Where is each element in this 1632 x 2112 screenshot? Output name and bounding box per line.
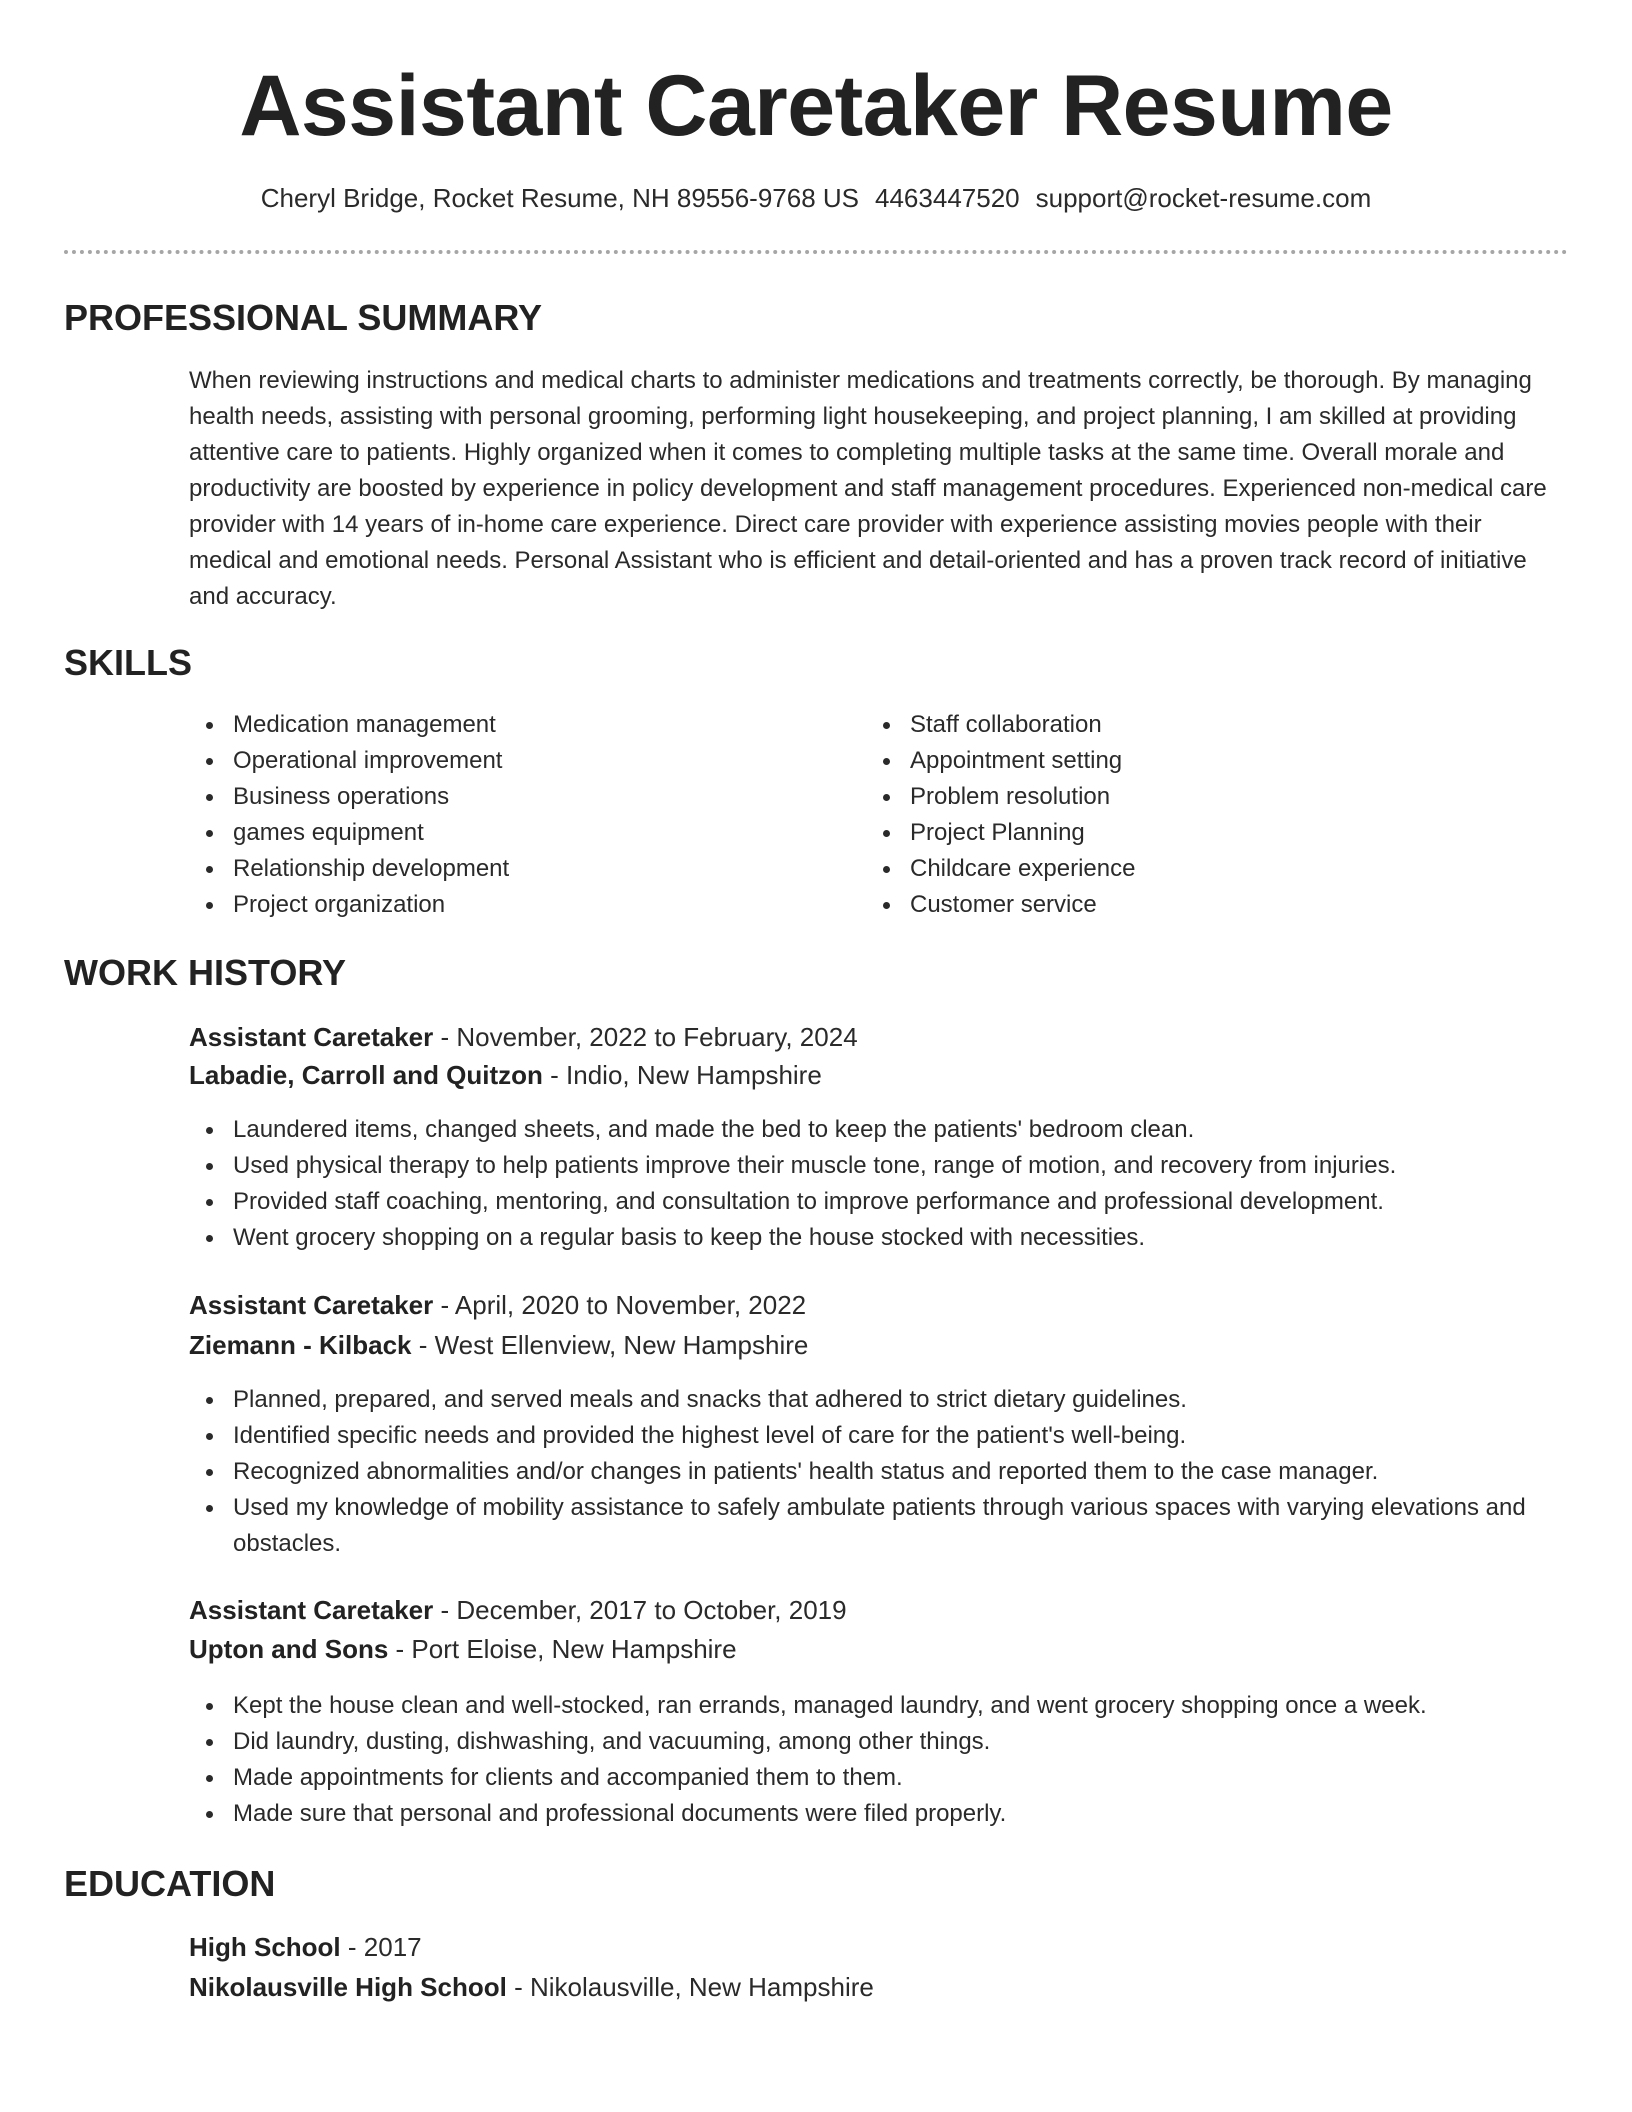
job-location: - Port Eloise, New Hampshire — [388, 1634, 737, 1664]
job-bullet: Laundered items, changed sheets, and made the bed to keep the patients' bedroom clean. — [189, 1112, 1569, 1148]
job-bullet: Used physical therapy to help patients improve their muscle tone, range of motion, and recovery from injuries. — [189, 1148, 1569, 1184]
job-bullet: Made sure that personal and professional documents were filed properly. — [189, 1796, 1569, 1832]
skill-item: games equipment — [189, 815, 829, 851]
skills-column-left — [189, 707, 829, 923]
skill-item: Business operations — [189, 779, 829, 815]
skill-item: Operational improvement — [189, 743, 829, 779]
job-title-line — [189, 1287, 1569, 1323]
job-location: - West Ellenview, New Hampshire — [411, 1330, 809, 1360]
job-bullet: Used my knowledge of mobility assistance to safely ambulate patients through various spaces with varying elevations and obstacles. — [189, 1490, 1569, 1562]
job-bullet: Recognized abnormalities and/or changes in patients' health status and reported them to the case manager. — [189, 1454, 1569, 1490]
job-bullet: Did laundry, dusting, dishwashing, and vacuuming, among other things. — [189, 1724, 1569, 1760]
contact-address: Cheryl Bridge, Rocket Resume, NH 89556-9768 US — [260, 183, 860, 213]
skills-heading: SKILLS — [64, 642, 193, 683]
summary-heading: PROFESSIONAL SUMMARY — [64, 297, 543, 338]
education-school-line — [189, 1969, 1569, 2005]
job-bullet: Made appointments for clients and accompanied them to them. — [189, 1760, 1569, 1796]
contact-email: support@rocket-resume.com — [1035, 183, 1372, 213]
job-title-line — [189, 1592, 1569, 1628]
skill-item: Medication management — [189, 707, 829, 743]
skill-item: Project Planning — [866, 815, 1506, 851]
skill-item: Childcare experience — [866, 851, 1506, 887]
job-bullets — [189, 1112, 1569, 1256]
job-title: Assistant Caretaker — [189, 1595, 434, 1625]
job-title: Assistant Caretaker — [189, 1290, 434, 1320]
job-bullet: Kept the house clean and well-stocked, ran errands, managed laundry, and went grocery shopping once a week. — [189, 1688, 1569, 1724]
job-company-line — [189, 1057, 1569, 1093]
job-company: Upton and Sons — [189, 1634, 389, 1664]
education-location: - Nikolausville, New Hampshire — [506, 1972, 874, 2002]
job-bullet: Identified specific needs and provided the highest level of care for the patient's well-being. — [189, 1418, 1569, 1454]
resume-title: Assistant Caretaker Resume — [239, 58, 1393, 154]
contact-phone: 4463447520 — [875, 183, 1020, 213]
skill-item: Problem resolution — [866, 779, 1506, 815]
job-bullets — [189, 1382, 1569, 1562]
header-divider — [64, 250, 1568, 254]
education-year: - 2017 — [340, 1932, 422, 1962]
education-heading: EDUCATION — [64, 1863, 276, 1904]
job-bullet: Went grocery shopping on a regular basis to keep the house stocked with necessities. — [189, 1220, 1569, 1256]
job-title: Assistant Caretaker — [189, 1022, 434, 1052]
work-heading: WORK HISTORY — [64, 952, 347, 993]
education-school: Nikolausville High School — [189, 1972, 507, 2002]
summary-text: When reviewing instructions and medical charts to administer medications and treatments correctly, be thorough. By managing health needs, assisting with personal grooming, performing light housekeeping, and project planning, I am skilled at providing attentive care to patients. Highly organized when it comes to completing multiple tasks at the same time. Overall morale and productivity are boosted by experience in policy development and staff management procedures. Experienced non-medical care provider with 14 years of in-home care experience. Direct care provider with experience assisting movies people with their medical and emotional needs. Personal Assistant who is efficient and detail-oriented and has a proven track record of initiative and accuracy. — [189, 367, 1547, 610]
skills-column-right — [866, 707, 1506, 923]
job-company: Labadie, Carroll and Quitzon — [189, 1060, 543, 1090]
job-dates: - December, 2017 to October, 2019 — [433, 1595, 847, 1625]
education-degree: High School — [189, 1932, 341, 1962]
skill-item: Project organization — [189, 887, 829, 923]
job-bullet: Planned, prepared, and served meals and snacks that adhered to strict dietary guidelines. — [189, 1382, 1569, 1418]
job-bullets — [189, 1688, 1569, 1832]
job-dates: - November, 2022 to February, 2024 — [433, 1022, 858, 1052]
education-degree-line — [189, 1929, 1569, 1965]
skill-item: Appointment setting — [866, 743, 1506, 779]
job-bullet: Provided staff coaching, mentoring, and consultation to improve performance and professional development. — [189, 1184, 1569, 1220]
contact-line — [0, 180, 1632, 216]
skill-item: Relationship development — [189, 851, 829, 887]
job-dates: - April, 2020 to November, 2022 — [433, 1290, 807, 1320]
job-title-line — [189, 1019, 1569, 1055]
skill-item: Staff collaboration — [866, 707, 1506, 743]
job-company-line — [189, 1631, 1569, 1667]
job-company-line — [189, 1327, 1569, 1363]
job-location: - Indio, New Hampshire — [542, 1060, 822, 1090]
job-company: Ziemann - Kilback — [189, 1330, 412, 1360]
skill-item: Customer service — [866, 887, 1506, 923]
